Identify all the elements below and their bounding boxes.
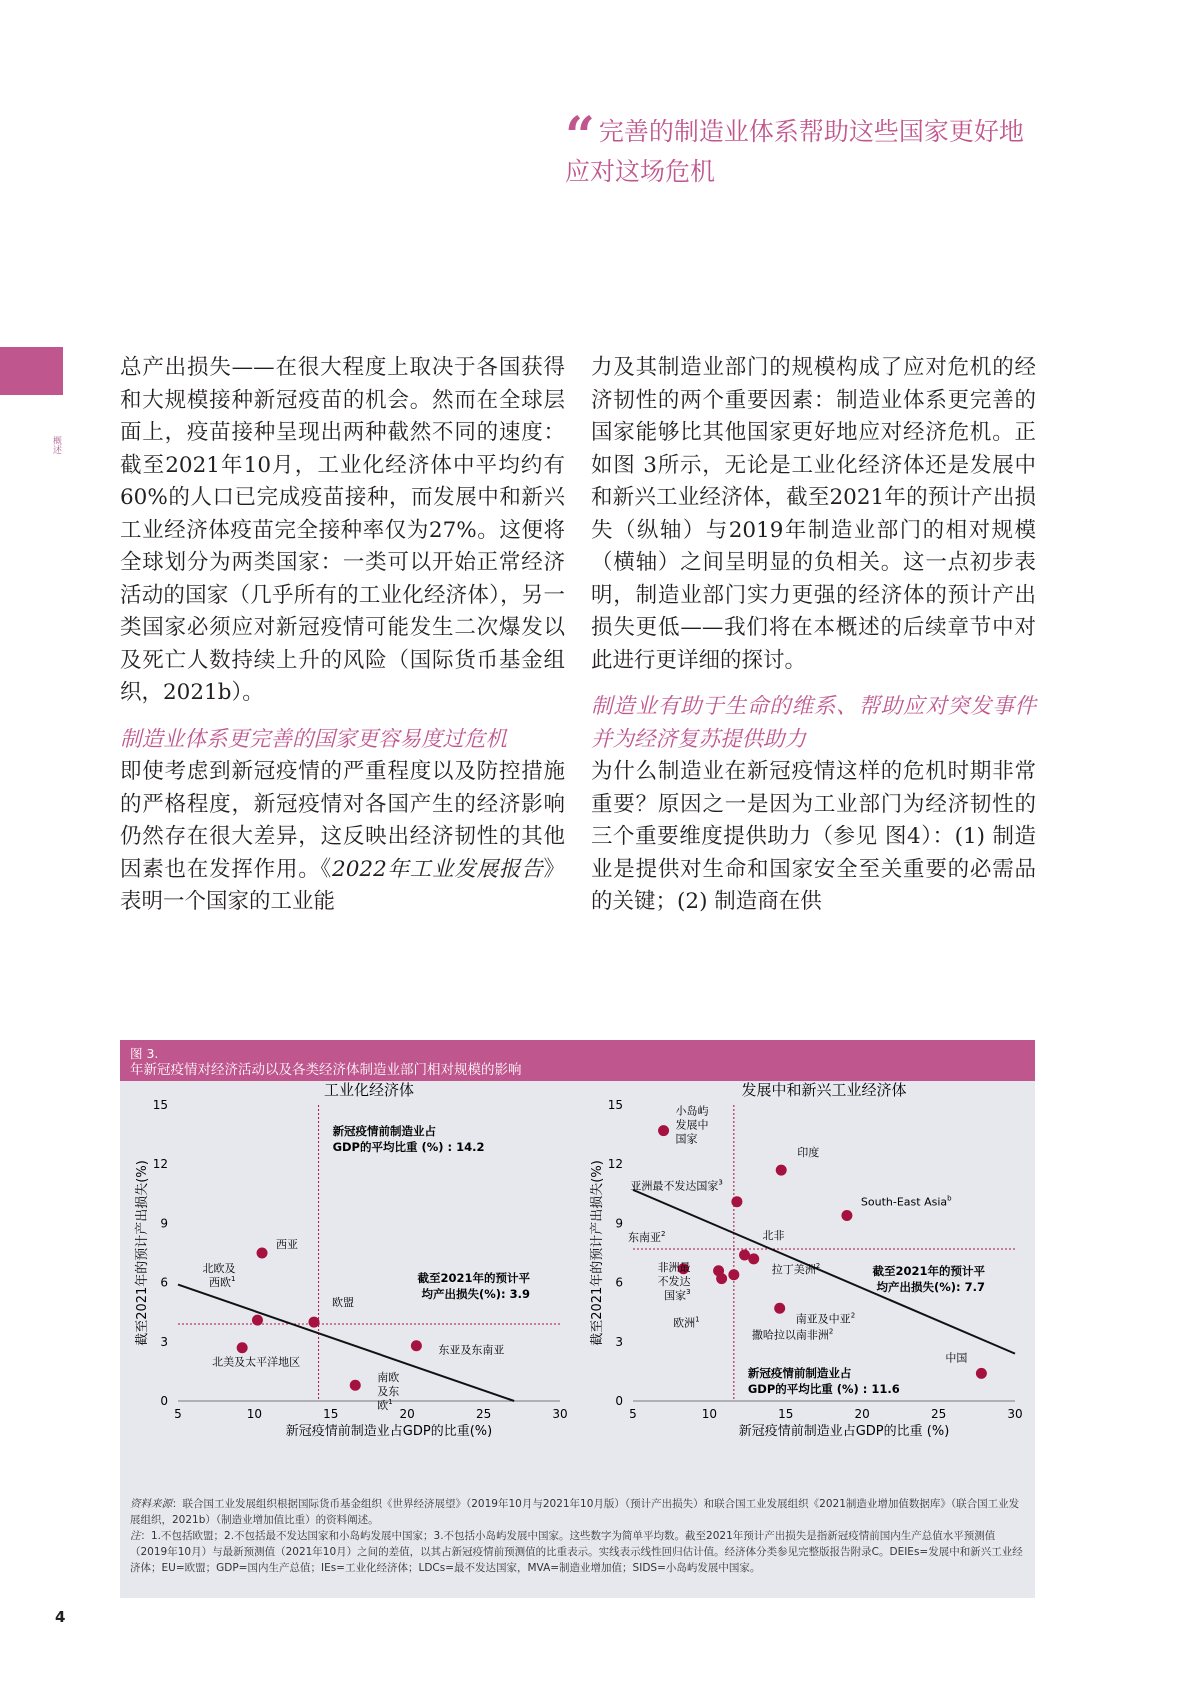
data-point — [716, 1273, 727, 1284]
data-point — [776, 1165, 787, 1176]
figure-notes — [130, 1496, 1025, 1576]
y-tick-label: 0 — [160, 1394, 168, 1408]
point-label: 发展中 — [675, 1118, 709, 1132]
section-label: 概述 — [51, 436, 61, 454]
chart-title: 工业化经济体 — [323, 1081, 415, 1099]
data-point — [257, 1248, 268, 1259]
body-column-left — [120, 352, 565, 919]
x-tick-label: 30 — [1007, 1407, 1023, 1421]
mean-loss-label: 均产出损失(%): 3.9 — [421, 1287, 530, 1302]
paragraph: 即使考虑到新冠疫情的严重程度以及防控措施的严格程度，新冠疫情对各国产生的经济影响仍然存在很大差异，这反映出经济韧性的其他因素也在发挥作用。《2022年工业发展报告》表明一个国家的工业能 — [120, 759, 565, 914]
point-label: 非洲最 — [657, 1260, 691, 1274]
point-label: 欧盟 — [331, 1296, 354, 1310]
section-tab — [0, 347, 63, 395]
figure-charts — [120, 1081, 1035, 1496]
point-label: 不发达 — [657, 1274, 691, 1288]
data-point — [350, 1380, 361, 1391]
point-label: 拉丁美洲$^2$ — [771, 1261, 821, 1276]
data-point — [308, 1317, 319, 1328]
pull-quote — [565, 106, 1035, 192]
point-label: 东南亚$^2$ — [627, 1229, 666, 1244]
x-tick-label: 30 — [552, 1407, 568, 1421]
figure-3 — [120, 1040, 1035, 1598]
x-axis-label: 新冠疫情前制造业占GDP的比重(%) — [285, 1424, 493, 1439]
point-label: 北欧及 — [202, 1262, 236, 1276]
x-tick-label: 20 — [399, 1407, 415, 1421]
point-label: 欧$^1$ — [377, 1398, 393, 1413]
point-label: South-East Asia$^b$ — [860, 1194, 952, 1209]
data-point — [728, 1269, 739, 1280]
mean-mva-label: 新冠疫情前制造业占 — [747, 1366, 852, 1380]
y-tick-label: 6 — [615, 1275, 623, 1290]
section-heading: 制造业体系更完善的国家更容易度过危机 — [120, 726, 508, 752]
point-label: 国家 — [675, 1132, 698, 1146]
page-number: 4 — [55, 1608, 66, 1626]
mean-loss-label: 均产出损失(%): 7.7 — [876, 1280, 985, 1295]
pull-quote-text: 完善的制造业体系帮助这些国家更好地应对这场危机 — [565, 117, 1024, 186]
x-axis-label: 新冠疫情前制造业占GDP的比重 (%) — [738, 1424, 950, 1439]
figure-note: 注：1.不包括欧盟；2.不包括最不发达国家和小岛屿发展中国家；3.不包括小岛屿发展中国家。这些数字为简单平均数。截至2021年预计产出损失是指新冠疫情前国内生产总值水平预测值（2019年10月）与最新预测值（2021年10月）之间的差值，以其占新冠疫情前预测值的比重表示。实线表示线性回归估计值。经济体分类参见完整版报告附录C。DEIEs=发展中和新兴工业经济体；EU=欧盟；GDP=国内生产总值；IEs=工业化经济体；LDCs=最不发达国家，MVA=制造业增加值；SIDS=小岛屿发展中国家。 — [130, 1530, 1023, 1574]
data-point — [976, 1368, 987, 1379]
point-label: 欧洲$^1$ — [673, 1315, 700, 1330]
figure-number: 图 3. — [130, 1046, 159, 1061]
y-tick-label: 6 — [160, 1275, 168, 1290]
y-tick-label: 3 — [615, 1334, 623, 1349]
chart-title: 发展中和新兴工业经济体 — [741, 1081, 907, 1099]
data-point — [841, 1210, 852, 1221]
mean-loss-label: 截至2021年的预计平 — [872, 1264, 985, 1279]
point-label: 中国 — [945, 1351, 968, 1365]
section-heading: 制造业有助于生命的维系、帮助应对突发事件并为经济复苏提供助力 — [591, 694, 1036, 752]
data-point — [237, 1342, 248, 1353]
paragraph: 总产出损失——在很大程度上取决于各国获得和大规模接种新冠疫苗的机会。然而在全球层面上，疫苗接种呈现出两种截然不同的速度：截至2021年10月，工业化经济体中平均约有60%的人口已完成疫苗接种，而发展中和新兴工业经济体疫苗完全接种率仅为27%。这便将全球划分为两类国家：一类可以开始正常经济活动的国家（几乎所有的工业化经济体），另一类国家必须应对新冠疫情可能发生二次爆发以及死亡人数持续上升的风险（国际货币基金组织，2021b）。 — [120, 355, 565, 705]
figure-source: 资料来源：联合国工业发展组织根据国际货币基金组织《世界经济展望》（2019年10月与2021年10月版）（预计产出损失）和联合国工业发展组织《2021制造业增加值数据库》（联合国工业发展组织，2021b）（制造业增加值比重）的资料阐述。 — [130, 1498, 1020, 1526]
mean-mva-label: 新冠疫情前制造业占 — [332, 1124, 437, 1138]
y-tick-label: 15 — [607, 1098, 623, 1112]
y-tick-label: 9 — [160, 1216, 168, 1231]
y-axis-label: 截至2021年的预计产出损失(%) — [590, 1160, 605, 1346]
point-label: 亚洲最不发达国家$^3$ — [630, 1178, 723, 1193]
figure-header — [120, 1040, 1035, 1081]
point-label: 西欧$^1$ — [208, 1275, 236, 1290]
y-tick-label: 3 — [160, 1334, 168, 1349]
y-tick-label: 12 — [607, 1157, 623, 1172]
y-axis-label: 截至2021年的预计产出损失(%) — [135, 1160, 150, 1346]
y-tick-label: 9 — [615, 1216, 623, 1231]
x-tick-label: 15 — [323, 1407, 339, 1421]
report-title: 2022年工业发展报告 — [332, 856, 544, 882]
x-tick-label: 10 — [246, 1407, 263, 1421]
point-label: 北非 — [762, 1228, 785, 1242]
data-point — [658, 1125, 669, 1136]
point-label: 撒哈拉以南非洲$^2$ — [751, 1327, 834, 1342]
data-point — [748, 1253, 759, 1264]
data-point — [774, 1303, 785, 1314]
point-label: 南欧 — [377, 1371, 400, 1385]
figure-title: 年新冠疫情对经济活动以及各类经济体制造业部门相对规模的影响 — [130, 1062, 522, 1078]
x-tick-label: 5 — [629, 1407, 637, 1421]
quote-mark-icon: “ — [565, 106, 595, 167]
y-tick-label: 0 — [615, 1394, 623, 1408]
y-tick-label: 15 — [152, 1098, 168, 1112]
point-label: 南亚及中亚$^2$ — [795, 1311, 856, 1326]
paragraph: 为什么制造业在新冠疫情这样的危机时期非常重要？原因之一是因为工业部门为经济韧性的三个重要维度提供助力（参见 图4）：(1) 制造业是提供对生命和国家安全至关重要的必需品的关键；(2) 制造商在供 — [591, 759, 1036, 914]
paragraph: 力及其制造业部门的规模构成了应对危机的经济韧性的两个重要因素：制造业体系更完善的国家能够比其他国家更好地应对经济危机。正如图 3所示，无论是工业化经济体还是发展中和新兴工业经济体，截至2021年的预计产出损失（纵轴）与2019年制造业部门的相对规模（横轴）之间呈明显的负相关。这一点初步表明，制造业部门实力更强的经济体的预计产出损失更低——我们将在本概述的后续章节中对此进行更详细的探讨。 — [591, 355, 1036, 673]
data-point — [411, 1340, 422, 1351]
mean-mva-label: GDP的平均比重 (%) : 11.6 — [747, 1382, 900, 1396]
point-label: 北美及太平洋地区 — [212, 1355, 301, 1369]
body-column-right — [591, 352, 1036, 919]
point-label: 小岛屿 — [675, 1104, 709, 1118]
x-tick-label: 20 — [854, 1407, 870, 1421]
data-point — [731, 1196, 742, 1207]
data-point — [252, 1315, 263, 1326]
x-tick-label: 25 — [475, 1407, 492, 1421]
point-label: 印度 — [797, 1146, 820, 1160]
point-label: 国家$^3$ — [664, 1287, 691, 1302]
x-tick-label: 15 — [778, 1407, 794, 1421]
y-tick-label: 12 — [152, 1157, 168, 1172]
mean-loss-label: 截至2021年的预计平 — [417, 1271, 530, 1286]
point-label: 及东 — [377, 1385, 400, 1399]
point-label: 西亚 — [276, 1238, 299, 1251]
x-tick-label: 5 — [174, 1407, 182, 1421]
x-tick-label: 10 — [701, 1407, 718, 1421]
mean-mva-label: GDP的平均比重 (%) : 14.2 — [332, 1140, 485, 1154]
x-tick-label: 25 — [930, 1407, 947, 1421]
point-label: 东亚及东南亚 — [438, 1343, 505, 1357]
